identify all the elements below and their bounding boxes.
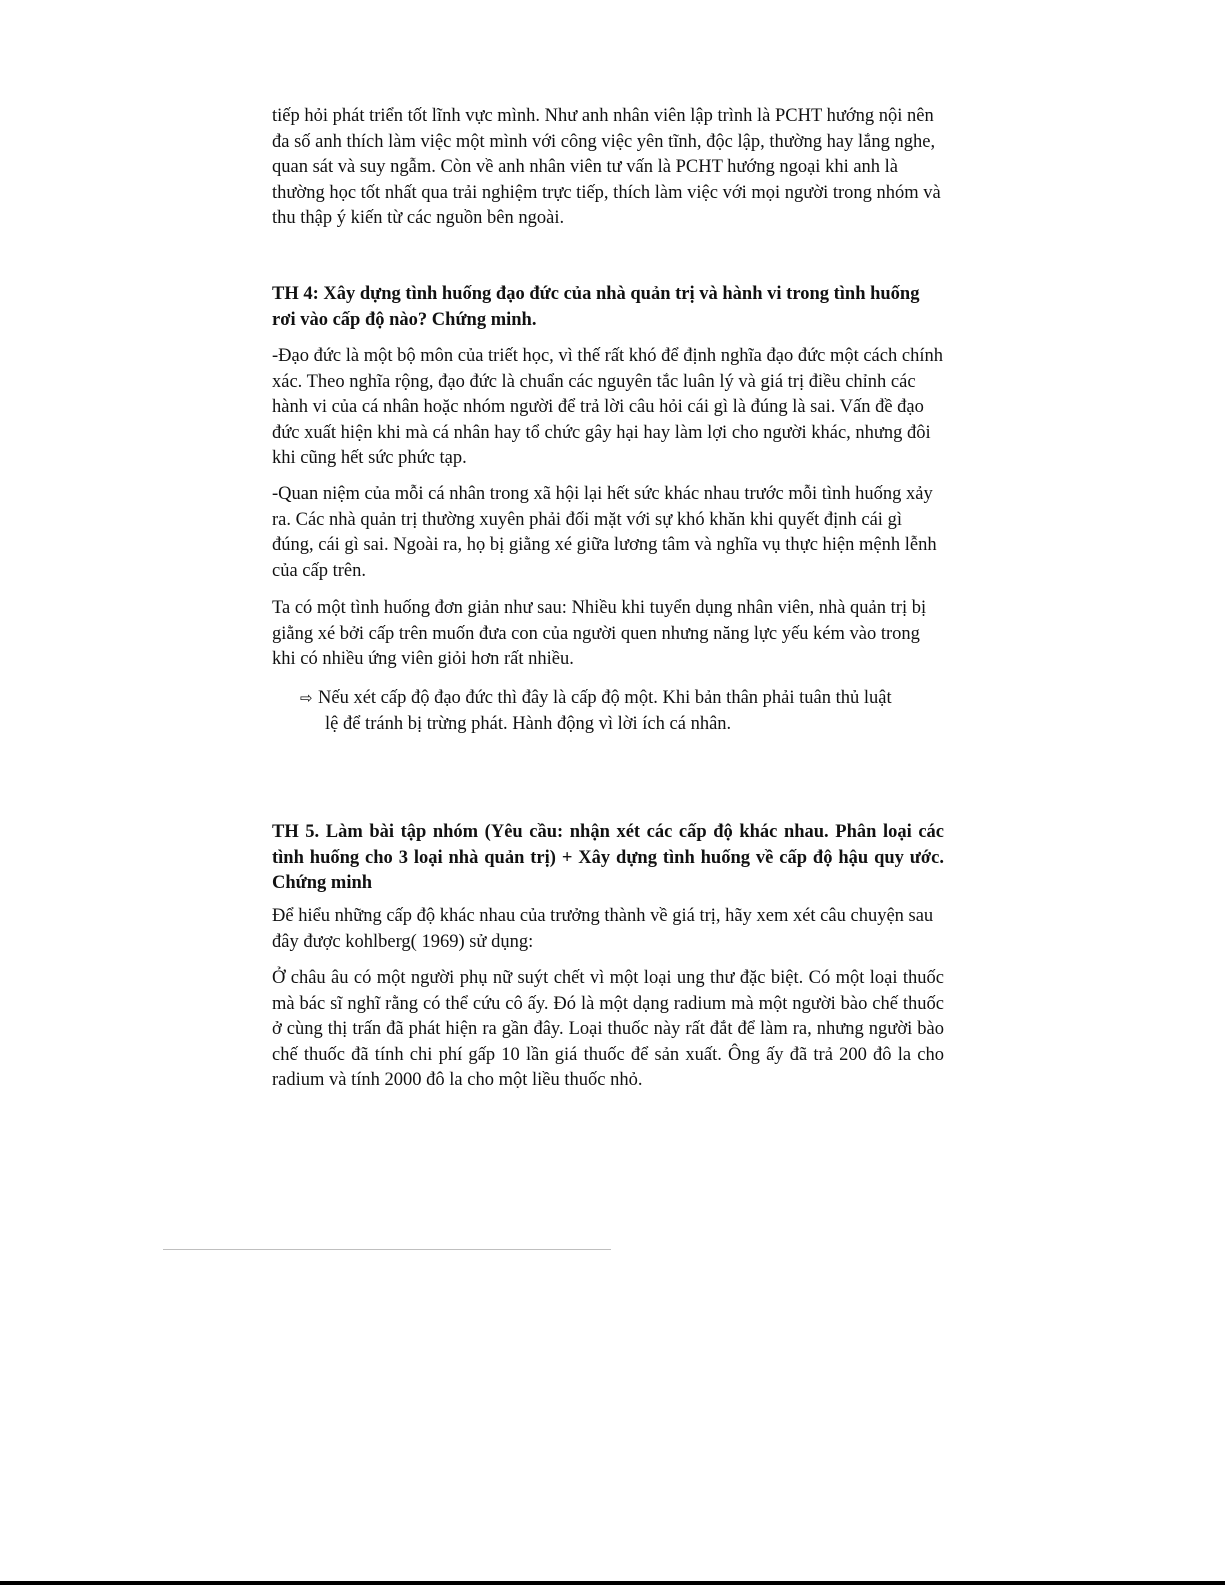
th5-paragraph-1: Để hiểu những cấp độ khác nhau của trưởng thành về giá trị, hãy xem xét câu chuyện sau đây được kohlberg( 1969) sử dụng:	[272, 906, 934, 952]
right-arrow-icon: ⇨	[300, 689, 313, 707]
bullet-line-2: lệ để tránh bị trừng phát. Hành động vì lời ích cá nhân.	[325, 713, 732, 734]
th4-paragraph-3: Ta có một tình huống đơn giản như sau: Nhiều khi tuyển dụng nhân viên, nhà quản trị bị giằng xé bởi cấp trên muốn đưa con của người quen nhưng năng lực yếu kém vào trong khi có nhiều ứng viên giỏi hơn rất nhiều.	[272, 598, 927, 669]
bullet-line-1	[300, 686, 940, 712]
th4-heading: TH 4: Xây dựng tình huống đạo đức của nhà quản trị và hành vi trong tình huống rơi vào cấp độ nào? Chứng minh.	[272, 284, 920, 330]
intro-paragraph: tiếp hỏi phát triển tốt lĩnh vực mình. Như anh nhân viên lập trình là PCHT hướng nội nên đa số anh thích làm việc một mình với công việc yên tĩnh, độc lập, thường hay lắng nghe, quan sát và suy ngẫm. Còn về anh nhân viên tư vấn là PCHT hướng ngoại khi anh là thường học tốt nhất qua trải nghiệm trực tiếp, thích làm việc với mọi người trong nhóm và thu thập ý kiến từ các nguồn bên ngoài.	[272, 106, 941, 228]
footnote-separator	[163, 1249, 611, 1250]
th4-paragraph-1: -Đạo đức là một bộ môn của triết học, vì thế rất khó để định nghĩa đạo đức một cách chính xác. Theo nghĩa rộng, đạo đức là chuẩn các nguyên tắc luân lý và giá trị điều chỉnh các hành vi của cá nhân hoặc nhóm người để trả lời câu hỏi cái gì là đúng là sai. Vấn đề đạo đức xuất hiện khi mà cá nhân hay tổ chức gây hại hay làm lợi cho người khác, nhưng đôi khi cũng hết sức phức tạp.	[272, 346, 943, 468]
page-bottom-border	[0, 1581, 1225, 1585]
th4-conclusion-bullet	[300, 686, 940, 737]
th5-heading: TH 5. Làm bài tập nhóm (Yêu cầu: nhận xét các cấp độ khác nhau. Phân loại các tình huống cho 3 loại nhà quản trị) + Xây dựng tình huống về cấp độ hậu quy ước. Chứng minh	[272, 822, 944, 893]
th4-paragraph-2: -Quan niệm của mỗi cá nhân trong xã hội lại hết sức khác nhau trước mỗi tình huống xảy ra. Các nhà quản trị thường xuyên phải đối mặt với sự khó khăn khi quyết định cái gì đúng, cái gì sai. Ngoài ra, họ bị giằng xé giữa lương tâm và nghĩa vụ thực hiện mệnh lễnh của cấp trên.	[272, 484, 937, 581]
th5-paragraph-2: Ở châu âu có một người phụ nữ suýt chết vì một loại ung thư đặc biệt. Có một loại thuốc mà bác sĩ nghĩ rằng có thể cứu cô ấy. Đó là một dạng radium mà một người bào chế thuốc ở cùng thị trấn đã phát hiện ra gần đây. Loại thuốc này rất đắt để làm ra, nhưng người bào chế thuốc đã tính chi phí gấp 10 lần giá thuốc để sản xuất. Ông ấy đã trả 200 đô la cho radium và tính 2000 đô la cho một liều thuốc nhỏ.	[272, 968, 944, 1090]
bullet-text-1: Nếu xét cấp độ đạo đức thì đây là cấp độ một. Khi bản thân phải tuân thủ luật	[318, 688, 892, 708]
